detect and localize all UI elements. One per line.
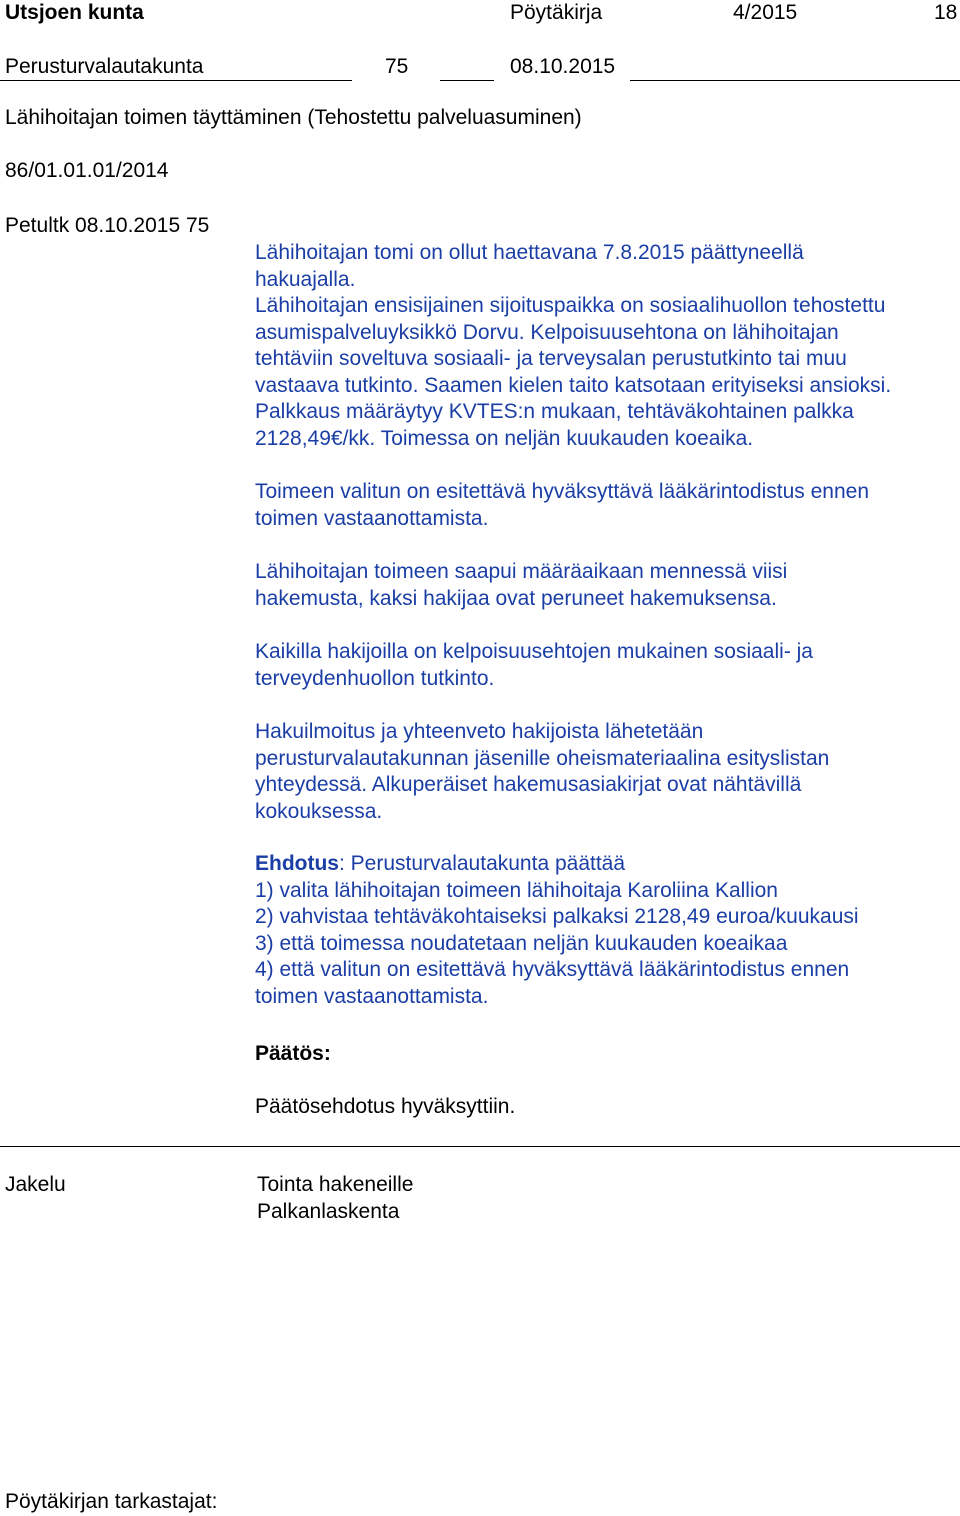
meeting-reference-section: 75 <box>185 214 210 237</box>
body-line: Lähihoitajan ensisijainen sijoituspaikka on sosiaalihuollon tehostettu <box>255 294 886 317</box>
body-line: hakuajalla. <box>255 267 356 291</box>
proposal-item: 4) että valitun on esitettävä hyväksyttävä lääkärintodistus ennen <box>255 958 850 981</box>
header-divider <box>630 80 960 81</box>
case-reference: 86/01.01.01/2014 <box>5 159 169 182</box>
body-line: Kaikilla hakijoilla on kelpoisuusehtojen mukainen sosiaali- ja <box>255 640 813 663</box>
section-number: 75 <box>385 55 409 78</box>
proposal-item: 3) että toimessa noudatetaan neljän kuukauden koeaikaa <box>255 931 788 955</box>
body-paragraph-1 <box>255 240 945 452</box>
proposal-heading <box>255 851 945 878</box>
body-line: Toimeen valitun on esitettävä hyväksyttävä lääkärintodistus ennen <box>255 480 870 503</box>
body-line: tehtäviin soveltuva sosiaali- ja terveysalan perustutkinto tai muu <box>255 347 847 370</box>
body-paragraph-2 <box>255 479 945 532</box>
distribution-recipient: Tointa hakeneille <box>257 1173 414 1196</box>
body-line: toimen vastaanottamista. <box>255 506 489 530</box>
reviewers-label: Pöytäkirjan tarkastajat: <box>5 1490 218 1513</box>
board-name: Perusturvalautakunta <box>5 55 204 78</box>
distribution-divider <box>0 1146 960 1147</box>
body-line: Hakuilmoitus ja yhteenveto hakijoista lähetetään <box>255 720 704 743</box>
proposal-item: 1) valita lähihoitajan toimeen lähihoitaja Karoliina Kallion <box>255 878 778 902</box>
body-line: asumispalveluyksikkö Dorvu. Kelpoisuusehtona on lähihoitajan <box>255 320 839 344</box>
document-type: Pöytäkirja <box>510 1 603 24</box>
body-line: perusturvalautakunnan jäsenille oheismateriaalina esityslistan <box>255 746 830 770</box>
proposal-block <box>255 851 945 1010</box>
body-line: Palkkaus määräytyy KVTES:n mukaan, tehtäväkohtainen palkka <box>255 400 854 423</box>
body-line: terveydenhuollon tutkinto. <box>255 666 495 690</box>
body-line: kokouksessa. <box>255 799 383 823</box>
case-title: Lähihoitajan toimen täyttäminen (Tehostettu palveluasuminen) <box>5 106 582 129</box>
header-divider <box>440 80 494 81</box>
body-paragraph-5 <box>255 719 945 825</box>
body-line: yhteydessä. Alkuperäiset hakemusasiakirjat ovat nähtävillä <box>255 773 802 796</box>
page-number: 18 <box>934 1 958 24</box>
body-line: hakemusta, kaksi hakijaa ovat peruneet hakemuksensa. <box>255 586 777 610</box>
proposal-item: toimen vastaanottamista. <box>255 984 489 1008</box>
proposal-label: Ehdotus <box>255 852 339 875</box>
municipality-name: Utsjoen kunta <box>5 1 144 24</box>
distribution-label: Jakelu <box>5 1173 66 1196</box>
decision-text: Päätösehdotus hyväksyttiin. <box>255 1095 516 1118</box>
body-paragraph-3 <box>255 559 945 612</box>
body-line: Lähihoitajan toimeen saapui määräaikaan mennessä viisi <box>255 560 788 583</box>
meeting-reference <box>5 213 209 240</box>
body-line: Lähihoitajan tomi on ollut haettavana 7.8.2015 päättyneellä <box>255 241 804 264</box>
body-paragraph-4 <box>255 639 945 692</box>
meeting-date: 08.10.2015 <box>510 55 616 78</box>
body-line: vastaava tutkinto. Saamen kielen taito katsotaan erityiseksi ansioksi. <box>255 373 892 397</box>
distribution-recipient: Palkanlaskenta <box>257 1200 400 1223</box>
header-divider <box>0 80 352 81</box>
meeting-reference-date: Petultk 08.10.2015 <box>5 214 181 237</box>
proposal-item: 2) vahvistaa tehtäväkohtaiseksi palkaksi 2128,49 euroa/kuukausi <box>255 905 859 928</box>
proposal-intro: : Perusturvalautakunta päättää <box>339 852 626 875</box>
document-number: 4/2015 <box>733 1 798 24</box>
decision-label: Päätös: <box>255 1042 331 1065</box>
body-line: 2128,49€/kk. Toimessa on neljän kuukauden koeaika. <box>255 426 754 450</box>
